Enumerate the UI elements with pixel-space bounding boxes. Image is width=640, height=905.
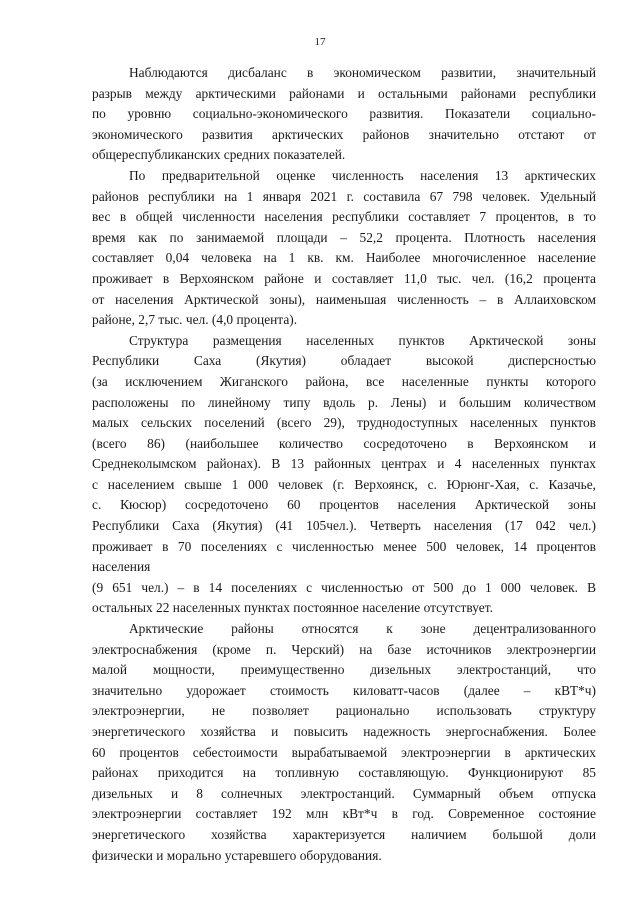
text-line: районов республики на 1 января 2021 г. составила 67 798 человек. Удельный <box>92 188 596 204</box>
text-line: составляет 0,04 человека на 1 кв. км. Наиболее многочисленное население <box>92 250 596 266</box>
text-line: (за исключением Жиганского района, все населенные пункты которого <box>92 373 596 389</box>
text-line: расположены по линейному типу вдоль р. Лены) и большим количеством <box>92 394 596 410</box>
text-line: электроснабжения (кроме п. Черский) на базе источников электроэнергии <box>92 641 596 657</box>
text-line: (всего 86) (наибольшее количество сосредоточено в Верхоянском и <box>92 435 596 451</box>
text-line: значительно удорожает стоимость киловатт-часов (далее – кВТ*ч) <box>92 682 596 698</box>
text-line: дизельных и 8 солнечных электростанций. Суммарный объем отпуска <box>92 785 596 801</box>
text-line: населения <box>92 559 151 575</box>
text-line: Наблюдаются дисбаланс в экономическом развитии, значительный <box>129 65 596 80</box>
text-line: с населением свыше 1 000 человек (г. Верхоянск, с. Юрюнг-Хая, с. Казачье, <box>92 476 596 492</box>
text-line: По предварительной оценке численность населения 13 арктических <box>129 167 596 183</box>
text-line: остальных 22 населенных пунктах постоянное население отсутствует. <box>92 600 493 616</box>
text-line: проживает в Верхоянском районе и составляет 11,0 тыс. чел. (16,2 процента <box>92 270 596 286</box>
text-line: (9 651 чел.) – в 14 поселениях с численностью от 500 до 1 000 человек. В <box>92 579 596 595</box>
text-line: электроэнергии, не позволяет рационально использовать структуру <box>92 703 596 719</box>
text-line: энергетического хозяйства характеризуется наличием большой доли <box>92 826 596 842</box>
text-line: районе, 2,7 тыс. чел. (4,0 процента). <box>92 312 298 328</box>
text-line: экономического развития арктических районов значительно отстают от <box>92 126 596 142</box>
document-body <box>92 63 596 866</box>
text-line: по уровню социально-экономического развития. Показатели социально- <box>92 106 596 122</box>
text-line: Структура размещения населенных пунктов Арктической зоны <box>129 332 596 348</box>
text-line: физически и морально устаревшего оборудования. <box>92 847 382 863</box>
text-line: малых сельских поселений (всего 29), труднодоступных населенных пунктов <box>92 415 596 431</box>
text-line: вес в общей численности населения республики составляет 7 процентов, в то <box>92 209 596 225</box>
text-line: энергетического хозяйства и повысить надежность энергоснабжения. Более <box>92 724 596 739</box>
text-line: Арктические районы относятся к зоне децентрализованного <box>129 621 596 637</box>
text-line: общереспубликанских средних показателей. <box>92 147 346 163</box>
text-line: малой мощности, преимущественно дизельных электростанций, что <box>92 662 596 678</box>
text-line: Среднеколымском районах). В 13 районных центрах и 4 населенных пунктах <box>92 456 596 472</box>
text-line: районах приходится на топливную составляющую. Функционируют 85 <box>92 765 596 781</box>
text-line: разрыв между арктическими районами и остальными районами республики <box>92 85 596 101</box>
text-line: от населения Арктической зоны), наименьшая численность – в Аллаиховском <box>92 291 596 307</box>
text-line: с. Кюсюр) сосредоточено 60 процентов населения Арктической зоны <box>92 497 596 513</box>
text-line: 60 процентов себестоимости вырабатываемой электроэнергии в арктических <box>92 744 596 760</box>
text-line: проживает в 70 поселениях с численностью менее 500 человек, 14 процентов <box>92 538 596 554</box>
page-number: 17 <box>314 36 326 48</box>
text-line: время как по занимаемой площади – 52,2 процента. Плотность населения <box>92 229 596 245</box>
text-line: Республики Саха (Якутия) обладает высокой дисперсностью <box>92 353 596 369</box>
text-line: Республики Саха (Якутия) (41 105чел.). Четверть населения (17 042 чел.) <box>92 518 596 534</box>
text-line: электроэнергии составляет 192 млн кВт*ч в год. Современное состояние <box>92 806 596 822</box>
